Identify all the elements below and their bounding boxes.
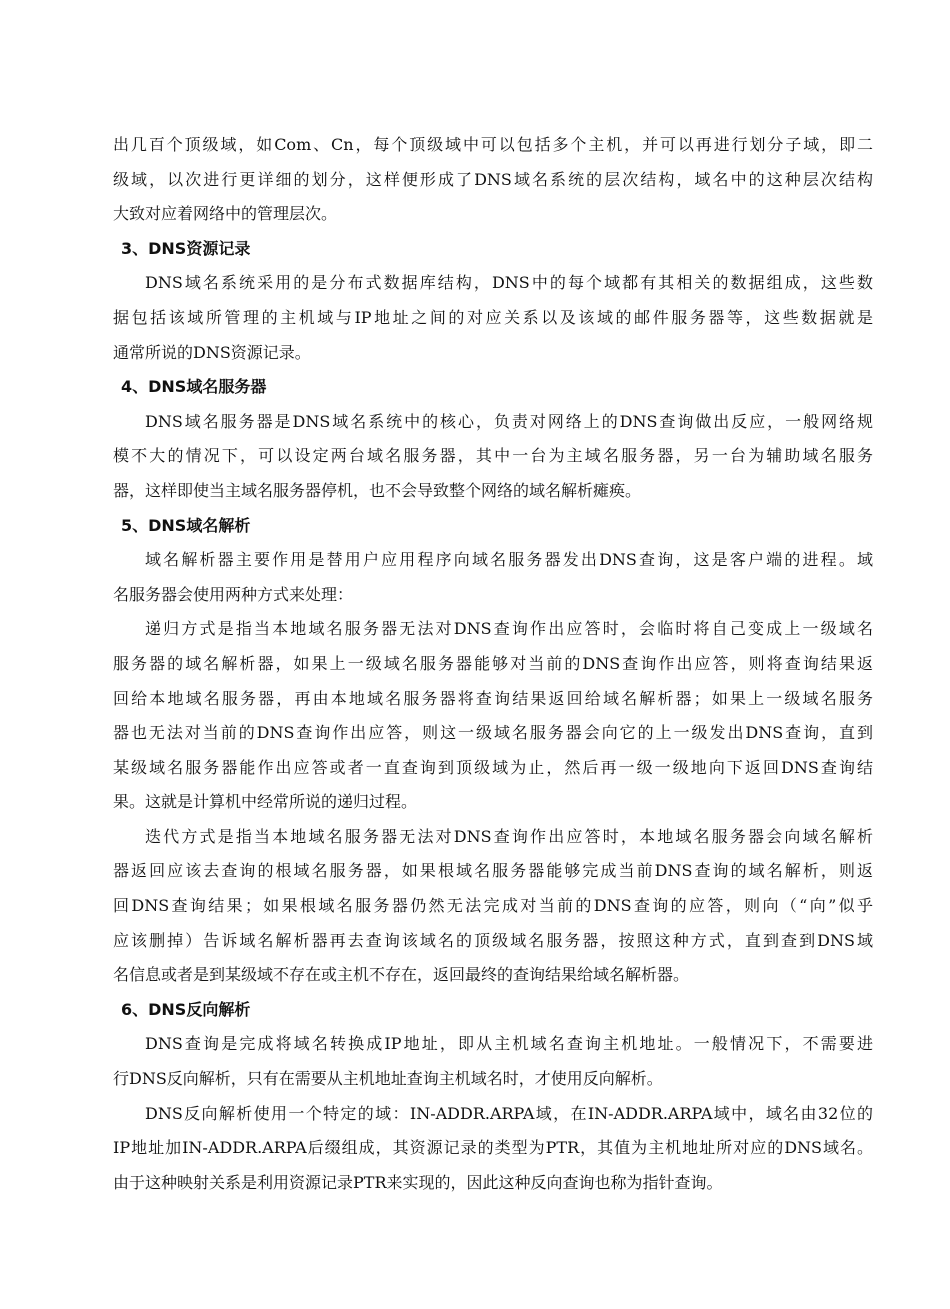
paragraph-line: 器，这样即使当主域名服务器停机，也不会导致整个网络的域名解析瘫痪。	[113, 480, 642, 500]
paragraph-line: 果。这就是计算机中经常所说的递归过程。	[113, 792, 418, 812]
paragraph-line: 模不大的情况下，可以设定两台域名服务器，其中一台为主域名服务器，另一台为辅助域名服务	[113, 446, 873, 466]
paragraph-line: 应该删掉）告诉域名解析器再去查询该域名的顶级域名服务器，按照这种方式，直到查到DNS域	[113, 930, 873, 950]
paragraph-line: 由于这种映射关系是利用资源记录PTR来实现的，因此这种反向查询也称为指针查询。	[113, 1172, 723, 1192]
paragraph-line: 通常所说的DNS资源记录。	[113, 342, 311, 362]
paragraph-line: 某级域名服务器能作出应答或者一直查询到顶级域为止，然后再一级一级地向下返回DNS查询结	[113, 757, 873, 777]
paragraph-line: IP地址加IN-ADDR.ARPA后缀组成，其资源记录的类型为PTR，其值为主机地址所对应的DNS域名。	[113, 1138, 873, 1158]
paragraph-line: 据包括该域所管理的主机域与IP地址之间的对应关系以及该域的邮件服务器等，这些数据就是	[113, 307, 873, 327]
paragraph-line: DNS查询是完成将域名转换成IP地址，即从主机域名查询主机地址。一般情况下，不需要进	[145, 1034, 873, 1054]
paragraph-line: 服务器的域名解析器，如果上一级域名服务器能够对当前的DNS查询作出应答，则将查询结果返	[113, 653, 873, 673]
paragraph-line: 器也无法对当前的DNS查询作出应答，则这一级域名服务器会向它的上一级发出DNS查询，直到	[113, 723, 873, 743]
section-heading-dns-reverse-lookup: 6、DNS反向解析	[121, 999, 251, 1019]
section-heading-dns-resource-records: 3、DNS资源记录	[121, 238, 251, 258]
section-heading-dns-resolution: 5、DNS域名解析	[121, 515, 251, 535]
paragraph-line: DNS域名系统采用的是分布式数据库结构，DNS中的每个域都有其相关的数据组成，这些数	[145, 273, 873, 293]
paragraph-line: 名服务器会使用两种方式来处理：	[113, 584, 354, 604]
paragraph-line: DNS域名服务器是DNS域名系统中的核心，负责对网络上的DNS查询做出反应，一般网络规	[145, 411, 873, 431]
paragraph-line: 迭代方式是指当本地域名服务器无法对DNS查询作出应答时，本地域名服务器会向域名解析	[145, 826, 873, 846]
paragraph-line: 器返回应该去查询的根域名服务器，如果根域名服务器能够完成当前DNS查询的域名解析，则返	[113, 861, 873, 881]
paragraph-line: 回给本地域名服务器，再由本地域名服务器将查询结果返回给域名解析器；如果上一级域名服务	[113, 688, 873, 708]
paragraph-line: 名信息或者是到某级域不存在或主机不存在，返回最终的查询结果给域名解析器。	[113, 965, 690, 985]
paragraph-line: 递归方式是指当本地域名服务器无法对DNS查询作出应答时，会临时将自己变成上一级域名	[145, 619, 873, 639]
paragraph-line: 回DNS查询结果；如果根域名服务器仍然无法完成对当前的DNS查询的应答，则向（“向”似乎	[113, 896, 873, 916]
document-body	[113, 128, 873, 1200]
paragraph-line: 大致对应着网络中的管理层次。	[113, 204, 338, 224]
section-heading-dns-name-server: 4、DNS域名服务器	[121, 377, 267, 397]
paragraph-line: 出几百个顶级域，如Com、Cn，每个顶级域中可以包括多个主机，并可以再进行划分子域，即二	[113, 135, 873, 154]
paragraph-line: 域名解析器主要作用是替用户应用程序向域名服务器发出DNS查询，这是客户端的进程。域	[145, 550, 873, 570]
paragraph-line: 行DNS反向解析，只有在需要从主机地址查询主机域名时，才使用反向解析。	[113, 1069, 663, 1089]
paragraph-line: 级域，以次进行更详细的划分，这样便形成了DNS域名系统的层次结构，域名中的这种层次结构	[113, 169, 873, 189]
paragraph-line: DNS反向解析使用一个特定的域：IN-ADDR.ARPA域，在IN-ADDR.ARPA域中，域名由32位的	[145, 1103, 873, 1123]
